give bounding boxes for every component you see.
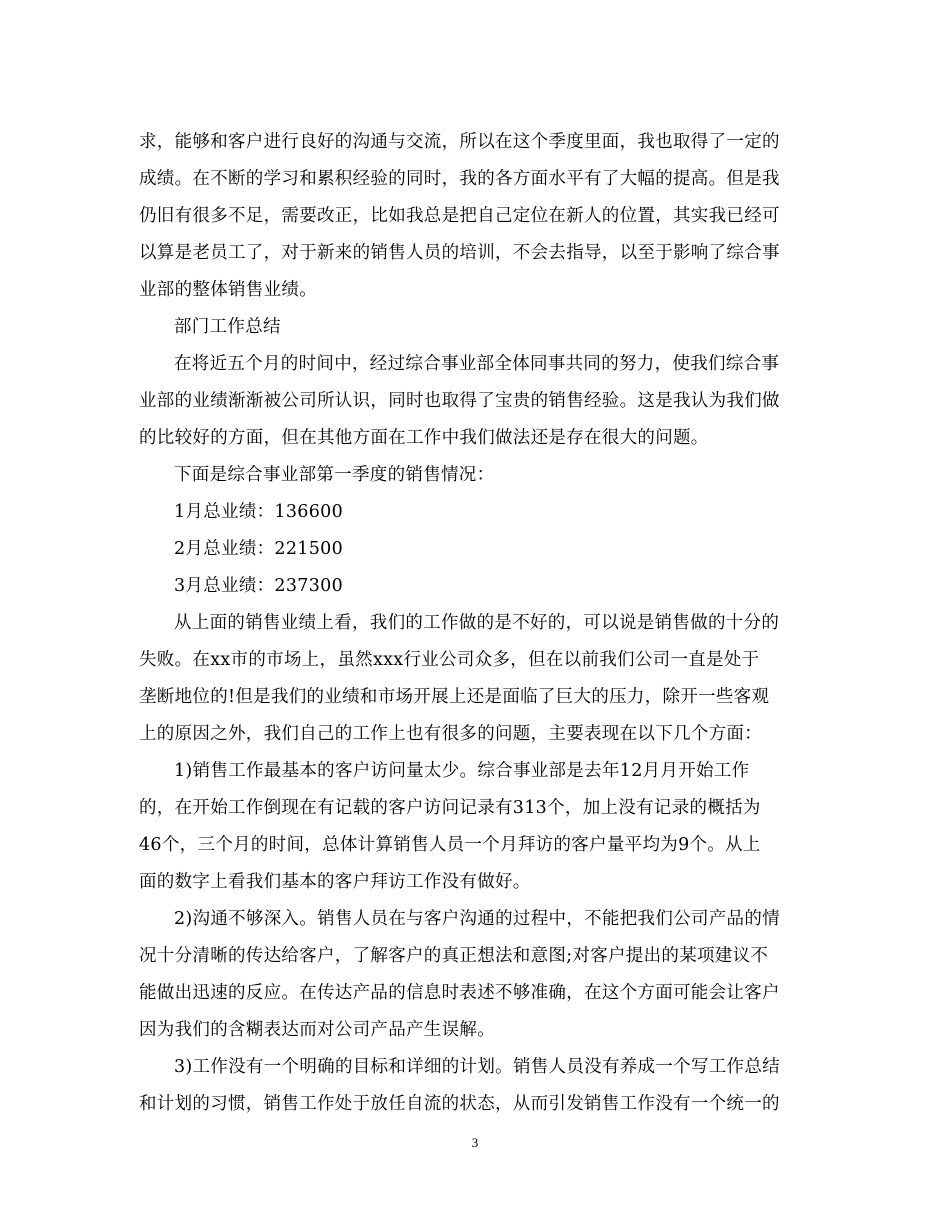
text-line: 业部的整体销售业绩。 — [139, 280, 317, 300]
sales-figure-line: 2月总业绩：221500 — [174, 539, 344, 559]
text-line: 能做出迅速的反应。在传达产品的信息时表述不够准确，在这个方面可能会让客户 — [139, 983, 780, 1003]
text-line: 从上面的销售业绩上看，我们的工作做的是不好的，可以说是销售做的十分的 — [174, 613, 780, 633]
text-line: 垄断地位的!但是我们的业绩和市场开展上还是面临了巨大的压力，除开一些客观 — [139, 687, 770, 707]
text-line: 因为我们的含糊表达而对公司产品产生误解。 — [139, 1020, 495, 1040]
text-line: 的比较好的方面，但在其他方面在工作中我们做法还是存在很大的问题。 — [139, 428, 709, 448]
text-line: 业部的业绩渐渐被公司所认识，同时也取得了宝贵的销售经验。这是我认为我们做 — [139, 391, 780, 411]
text-line: 以算是老员工了，对于新来的销售人员的培训，不会去指导，以至于影响了综合事 — [139, 243, 780, 263]
text-line: 仍旧有很多不足，需要改正，比如我总是把自己定位在新人的位置，其实我已经可 — [139, 206, 780, 226]
text-line: 求，能够和客户进行良好的沟通与交流，所以在这个季度里面，我也取得了一定的 — [139, 132, 780, 152]
sales-figure-line: 3月总业绩：237300 — [174, 576, 344, 596]
list-item-line: 2)沟通不够深入。销售人员在与客户沟通的过程中，不能把我们公司产品的情 — [174, 909, 780, 929]
text-line: 的，在开始工作倒现在有记载的客户访问记录有313个，加上没有记录的概括为 — [139, 798, 761, 818]
text-line: 成绩。在不断的学习和累积经验的同时，我的各方面水平有了大幅的提高。但是我 — [139, 169, 780, 189]
sales-figure-line: 1月总业绩：136600 — [174, 502, 344, 522]
section-heading: 部门工作总结 — [174, 317, 281, 337]
text-line: 上的原因之外，我们自己的工作上也有很多的问题，主要表现在以下几个方面： — [139, 724, 762, 744]
text-line: 况十分清晰的传达给客户，了解客户的真正想法和意图;对客户提出的某项建议不 — [139, 946, 769, 966]
text-line: 面的数字上看我们基本的客户拜访工作没有做好。 — [139, 872, 531, 892]
document-body — [139, 124, 811, 1123]
list-item-line: 3)工作没有一个明确的目标和详细的计划。销售人员没有养成一个写工作总结 — [174, 1057, 780, 1077]
text-line: 46个，三个月的时间，总体计算销售人员一个月拜访的客户量平均为9个。从上 — [139, 835, 761, 855]
text-line: 在将近五个月的时间中，经过综合事业部全体同事共同的努力，使我们综合事 — [174, 354, 780, 374]
text-line: 失败。在xx市的市场上，虽然xxx行业公司众多，但在以前我们公司一直是处于 — [139, 650, 760, 670]
list-item-line: 1)销售工作最基本的客户访问量太少。综合事业部是去年12月月开始工作 — [174, 761, 750, 781]
page-number: 3 — [471, 1135, 479, 1150]
text-line: 下面是综合事业部第一季度的销售情况： — [174, 465, 495, 485]
text-line: 和计划的习惯，销售工作处于放任自流的状态，从而引发销售工作没有一个统一的 — [139, 1094, 780, 1114]
